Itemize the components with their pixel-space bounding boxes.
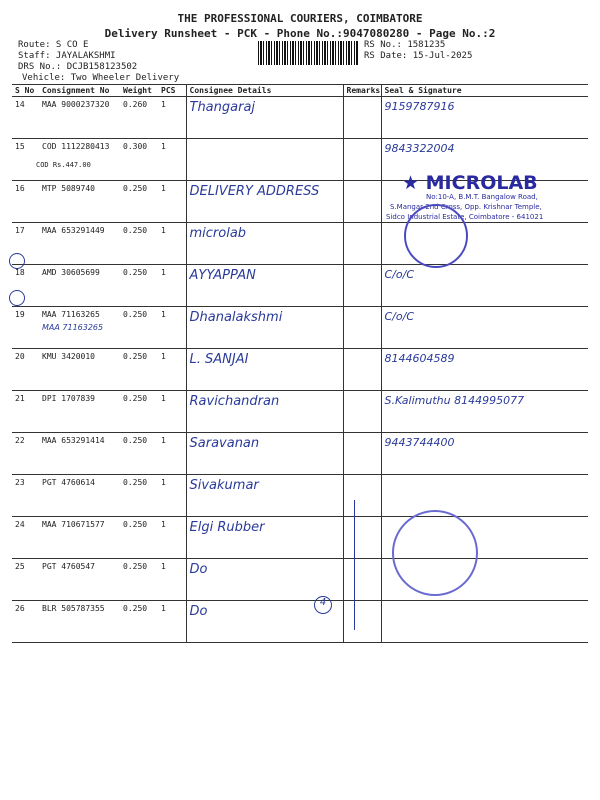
round-stamp-microlab (404, 204, 468, 268)
runsheet-table (12, 84, 588, 643)
stamp-address-2: S.Mangar 2nd Cross, Opp. Krishnar Temple, (390, 203, 542, 211)
row-consignment-no-text: MAA 653291414 (42, 436, 105, 445)
row-pcs (158, 181, 186, 223)
row-consignment-no (39, 307, 120, 349)
row-pcs (158, 349, 186, 391)
row-consignment-no (39, 97, 120, 139)
row-weight-text: 0.250 (123, 604, 148, 613)
staff-label: Staff: JAYALAKSHMI (18, 51, 116, 61)
row-sno (12, 391, 39, 433)
row-consignment-no-text: DPI 1707839 (42, 394, 95, 403)
row-pcs (158, 265, 186, 307)
row-consignment-no-text: BLR 505787355 (42, 604, 105, 613)
row-consignee (186, 517, 343, 559)
row-weight (120, 97, 158, 139)
consignee-handwriting: L. SANJAI (189, 352, 249, 367)
row-pcs (158, 307, 186, 349)
row-pcs (158, 223, 186, 265)
row-remarks (343, 181, 381, 223)
table-row (12, 97, 588, 139)
row-pcs-text: 1 (161, 436, 166, 445)
row-weight (120, 391, 158, 433)
row-consignee (186, 307, 343, 349)
consignee-handwriting: Thangaraj (189, 100, 256, 115)
row-pcs (158, 97, 186, 139)
row-pcs (158, 601, 186, 643)
row-consignment-no-text: AMD 30605699 (42, 268, 100, 277)
consignee-handwriting: DELIVERY ADDRESS (189, 184, 320, 199)
row-pcs-text: 1 (161, 478, 166, 487)
handwritten-consignment-note: MAA 71163265 (42, 323, 104, 332)
table-row (12, 517, 588, 559)
row-consignment-no (39, 223, 120, 265)
row-consignment-no (39, 559, 120, 601)
row-weight-text: 0.250 (123, 184, 148, 193)
row-consignment-no (39, 475, 120, 517)
row-weight (120, 559, 158, 601)
row-sno-text: 24 (15, 520, 25, 529)
row-pcs-text: 1 (161, 184, 166, 193)
col-header-consignment: Consignment No (39, 85, 120, 97)
row-sno (12, 307, 39, 349)
row-sno (12, 433, 39, 475)
row-pcs-text: 1 (161, 604, 166, 613)
row-pcs (158, 391, 186, 433)
row-weight-text: 0.250 (123, 562, 148, 571)
consignee-handwriting: Ravichandran (189, 394, 280, 409)
row-weight (120, 139, 158, 181)
row-pcs-text: 1 (161, 310, 166, 319)
consignee-handwriting: Do (189, 562, 208, 577)
row-consignment-no-text: MAA 653291449 (42, 226, 105, 235)
table-row (12, 433, 588, 475)
row-consignee (186, 391, 343, 433)
consignee-handwriting: Elgi Rubber (189, 520, 265, 535)
row-weight-text: 0.250 (123, 394, 148, 403)
row-sno-text: 14 (15, 100, 25, 109)
row-consignment-no (39, 349, 120, 391)
signature-handwriting: S.Kalimuthu 8144995077 (384, 394, 525, 407)
row-pcs (158, 559, 186, 601)
signature-handwriting: 9843322004 (384, 142, 455, 155)
row-sno (12, 181, 39, 223)
row-weight-text: 0.250 (123, 352, 148, 361)
consignee-handwriting: Sivakumar (189, 478, 259, 493)
row-sno-text: 22 (15, 436, 25, 445)
row-signature (381, 265, 588, 307)
row-consignee (186, 139, 343, 181)
row-sno (12, 475, 39, 517)
row-weight-text: 0.260 (123, 100, 148, 109)
cod-amount-note: COD Rs.447.00 (36, 161, 91, 169)
row-consignment-no (39, 265, 120, 307)
row-sno-text: 26 (15, 604, 25, 613)
row-weight (120, 433, 158, 475)
vehicle-label: Vehicle: Two Wheeler Delivery (22, 73, 180, 83)
runsheet-subtitle: Delivery Runsheet - PCK - Phone No.:9047080280 - Page No.:2 (104, 27, 496, 40)
row-consignment-no (39, 601, 120, 643)
row-weight (120, 181, 158, 223)
col-header-sno: S No (12, 85, 39, 97)
row-weight (120, 475, 158, 517)
consignee-handwriting: Dhanalakshmi (189, 310, 283, 325)
row-sno-text: 20 (15, 352, 25, 361)
row-consignment-no (39, 517, 120, 559)
row-consignment-no-text: COD 1112280413 (42, 142, 110, 151)
row-weight-text: 0.300 (123, 142, 148, 151)
row-pcs-text: 1 (161, 352, 166, 361)
table-row (12, 349, 588, 391)
row-weight (120, 223, 158, 265)
table-row (12, 475, 588, 517)
row-weight (120, 601, 158, 643)
row-pcs-text: 1 (161, 100, 166, 109)
row-consignee (186, 97, 343, 139)
drs-number: DRS No.: DCJB158123502 (18, 62, 138, 72)
rs-date: RS Date: 15-Jul-2025 (364, 51, 473, 61)
company-title: THE PROFESSIONAL COURIERS, COIMBATORE (177, 12, 423, 25)
row-sno-text: 25 (15, 562, 25, 571)
row-signature (381, 97, 588, 139)
row-weight (120, 265, 158, 307)
row-consignment-no (39, 181, 120, 223)
consignee-handwriting: Do (189, 604, 208, 619)
bracket-line (354, 500, 355, 630)
row-sno (12, 559, 39, 601)
table-header-row (12, 85, 588, 97)
row-consignment-no-text: PGT 4760614 (42, 478, 95, 487)
row-consignment-no-text: MTP 5089740 (42, 184, 95, 193)
row-weight-text: 0.250 (123, 436, 148, 445)
row-weight-text: 0.250 (123, 520, 148, 529)
stamp-title: ★ MICROLAB (402, 172, 538, 194)
row-remarks (343, 517, 381, 559)
row-consignment-no-text: PGT 4760547 (42, 562, 95, 571)
col-header-consignee: Consignee Details (186, 85, 343, 97)
row-consignee (186, 433, 343, 475)
row-remarks (343, 139, 381, 181)
row-sno (12, 517, 39, 559)
row-pcs-text: 1 (161, 520, 166, 529)
row-consignment-no-text: MAA 71163265 (42, 310, 100, 319)
row-remarks (343, 97, 381, 139)
row-remarks (343, 223, 381, 265)
row-weight-text: 0.250 (123, 268, 148, 277)
row-weight-text: 0.250 (123, 478, 148, 487)
signature-handwriting: 8144604589 (384, 352, 455, 365)
row-pcs-text: 1 (161, 268, 166, 277)
row-sno-text: 23 (15, 478, 25, 487)
row-consignee (186, 475, 343, 517)
signature-handwriting: 9159787916 (384, 100, 455, 113)
barcode-image (258, 41, 358, 65)
row-pcs-text: 1 (161, 562, 166, 571)
stamp-address-1: No:10-A, B.M.T. Bangalow Road, (426, 193, 538, 201)
bottom-circled-mark: 4 (314, 596, 332, 614)
row-pcs-text: 1 (161, 394, 166, 403)
row-consignment-no-text: MAA 9000237320 (42, 100, 110, 109)
row-sno-text: 17 (15, 226, 25, 235)
row-sno-text: 21 (15, 394, 25, 403)
row-weight-text: 0.250 (123, 310, 148, 319)
row-remarks (343, 559, 381, 601)
row-pcs (158, 433, 186, 475)
table-row (12, 223, 588, 265)
row-sno (12, 601, 39, 643)
table-row (12, 559, 588, 601)
row-sno (12, 139, 39, 181)
row-consignee (186, 559, 343, 601)
row-remarks (343, 349, 381, 391)
row-pcs (158, 139, 186, 181)
row-remarks (343, 601, 381, 643)
row-sno-text: 19 (15, 310, 25, 319)
table-row (12, 601, 588, 643)
col-header-remarks: Remarks (343, 85, 381, 97)
row-consignee (186, 223, 343, 265)
row-signature (381, 475, 588, 517)
row-sno-text: 16 (15, 184, 25, 193)
row-consignment-no (39, 433, 120, 475)
circle-mark-19 (9, 290, 25, 306)
row-consignment-no (39, 391, 120, 433)
signature-handwriting: 9443744400 (384, 436, 455, 449)
route-label: Route: S CO E (18, 40, 89, 50)
row-pcs (158, 475, 186, 517)
consignee-handwriting: Saravanan (189, 436, 260, 451)
row-remarks (343, 307, 381, 349)
row-consignee (186, 265, 343, 307)
rs-number: RS No.: 1581235 (364, 40, 446, 50)
row-consignee (186, 181, 343, 223)
signature-handwriting: C/o/C (384, 310, 415, 323)
col-header-weight: Weight (120, 85, 158, 97)
row-weight (120, 349, 158, 391)
row-pcs (158, 517, 186, 559)
row-consignment-no-text: MAA 710671577 (42, 520, 105, 529)
col-header-signature: Seal & Signature (381, 85, 588, 97)
consignee-handwriting: microlab (189, 226, 247, 241)
row-signature (381, 601, 588, 643)
row-weight (120, 517, 158, 559)
table-row (12, 391, 588, 433)
row-signature (381, 307, 588, 349)
table-row (12, 265, 588, 307)
row-weight-text: 0.250 (123, 226, 148, 235)
row-consignment-no-text: KMU 3420010 (42, 352, 95, 361)
row-remarks (343, 265, 381, 307)
row-sno-text: 18 (15, 268, 25, 277)
consignee-handwriting: AYYAPPAN (189, 268, 256, 283)
row-sno (12, 349, 39, 391)
row-signature (381, 349, 588, 391)
stamp-address-3: Sidco Industrial Estate, Coimbatore - 641021 (386, 213, 544, 221)
row-consignment-no (36, 139, 120, 181)
row-sno (12, 97, 39, 139)
col-header-pcs: PCS (158, 85, 186, 97)
row-remarks (343, 475, 381, 517)
row-consignee (186, 349, 343, 391)
row-signature (381, 391, 588, 433)
circle-mark-18 (9, 253, 25, 269)
table-row (12, 307, 588, 349)
row-remarks (343, 433, 381, 475)
signature-handwriting: C/o/C (384, 268, 415, 281)
row-weight (120, 307, 158, 349)
row-signature (381, 433, 588, 475)
row-pcs-text: 1 (161, 226, 166, 235)
round-stamp-office-seal (392, 510, 478, 596)
row-sno-text: 15 (15, 142, 25, 151)
row-pcs-text: 1 (161, 142, 166, 151)
row-remarks (343, 391, 381, 433)
